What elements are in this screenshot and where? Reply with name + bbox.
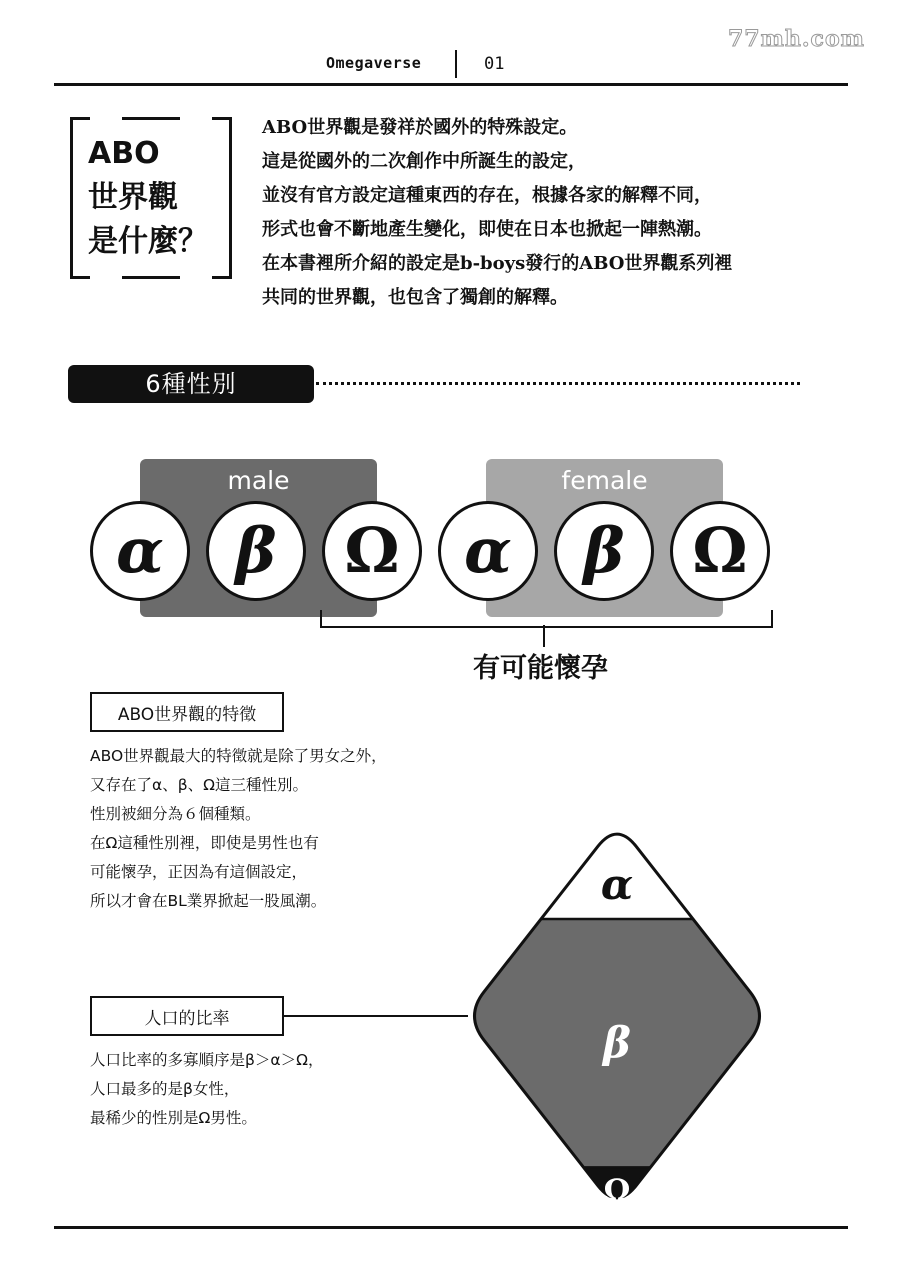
- intro-title-line: ABO: [88, 136, 160, 171]
- features-heading: ABO世界觀的特徵: [117, 704, 257, 725]
- features-line: ABO世界觀最大的特徵就是除了男女之外，: [90, 747, 387, 765]
- ratio-line-text: 最稀少的性別是Ω男性。: [90, 1109, 257, 1127]
- population-ratio-diamond: [440, 800, 800, 1230]
- intro-line: 共同的世界觀，也包含了獨創的解釋。: [262, 287, 568, 308]
- intro-title: [88, 132, 208, 264]
- top-rule: [54, 83, 848, 86]
- female-omega-circle: Ω: [670, 501, 770, 601]
- features-line: 可能懷孕，正因為有這個設定，: [90, 863, 308, 881]
- intro-line: 形式也會不斷地產生變化，即使在日本也掀起一陣熱潮。: [262, 219, 712, 240]
- features-heading-box: [90, 692, 284, 732]
- page-number: 01: [484, 54, 505, 74]
- pregnancy-bracket: [320, 610, 773, 628]
- male-omega-circle: Ω: [322, 501, 422, 601]
- features-line: 又存在了α、β、Ω這三種性別。: [90, 776, 308, 794]
- intro-line: 在本書裡所介紹的設定是b-boys發行的ABO世界觀系列裡: [262, 253, 733, 274]
- intro-line: ABO世界觀是發祥於國外的特殊設定。: [262, 117, 578, 138]
- female-alpha-circle: α: [438, 501, 538, 601]
- ratio-segment-label: α: [600, 860, 634, 909]
- intro-paragraph: [262, 111, 732, 315]
- ratio-heading-box: [90, 996, 284, 1036]
- male-beta-circle: β: [206, 501, 306, 601]
- features-line: 在Ω這種性別裡，即使是男性也有: [90, 834, 319, 852]
- intro-title-line: 世界觀: [88, 180, 178, 215]
- intro-line: 這是從國外的二次創作中所誕生的設定，: [262, 151, 586, 172]
- features-line: 性別被細分為６個種類。: [90, 805, 261, 823]
- features-text: [90, 742, 387, 916]
- ratio-segment-label: Ω: [603, 1173, 631, 1209]
- male-alpha-circle: α: [90, 501, 190, 601]
- series-title: Omegaverse: [326, 54, 422, 72]
- section-title: 6種性別: [145, 370, 237, 398]
- intro-title-line: 是什麼？: [88, 224, 208, 259]
- site-watermark: 77mh.com: [728, 26, 865, 52]
- header-separator: [455, 50, 457, 78]
- pregnancy-label: 有可能懷孕: [473, 653, 608, 684]
- ratio-line-text: 人口比率的多寡順序是β＞α＞Ω，: [90, 1051, 324, 1069]
- bottom-rule: [54, 1226, 848, 1229]
- female-label: female: [561, 466, 648, 495]
- intro-line: 並沒有官方設定這種東西的存在，根據各家的解釋不同，: [262, 185, 712, 206]
- ratio-line-text: 人口最多的是β女性，: [90, 1080, 240, 1098]
- ratio-text: [90, 1046, 323, 1133]
- male-label: male: [227, 466, 290, 495]
- female-beta-circle: β: [554, 501, 654, 601]
- ratio-heading: 人口的比率: [144, 1008, 230, 1029]
- ratio-segment-label: β: [603, 1018, 631, 1068]
- section-dotted-leader: [316, 382, 800, 385]
- pregnancy-bracket-tick: [543, 625, 545, 647]
- features-line: 所以才會在BL業界掀起一股風潮。: [90, 892, 327, 910]
